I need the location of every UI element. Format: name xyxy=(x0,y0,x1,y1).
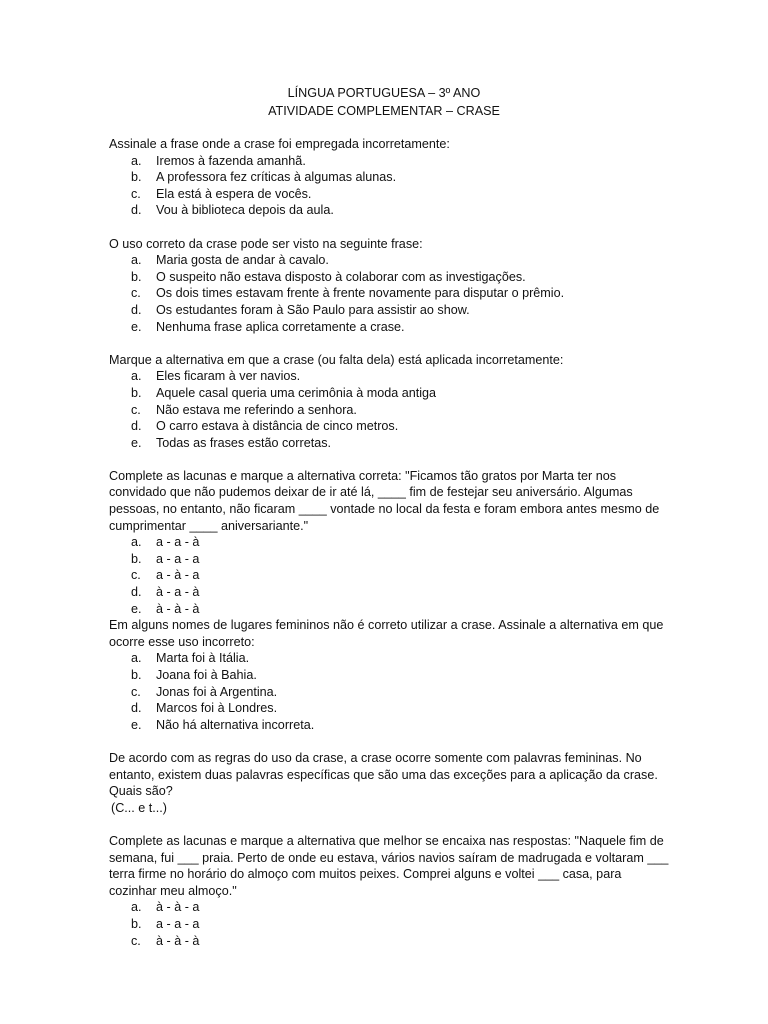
option-letter: a. xyxy=(131,535,142,550)
document-header xyxy=(0,84,768,120)
question-6 xyxy=(109,750,669,816)
option-list xyxy=(109,153,669,219)
option-text: à - à - a xyxy=(156,900,200,915)
question-4 xyxy=(109,468,669,617)
option-text: Todas as frases estão corretas. xyxy=(156,435,331,450)
option-b xyxy=(131,916,669,933)
option-letter: e. xyxy=(131,717,142,732)
option-e xyxy=(131,601,669,618)
option-letter: c. xyxy=(131,286,141,301)
option-letter: d. xyxy=(131,203,142,218)
option-letter: a. xyxy=(131,900,142,915)
questions-list xyxy=(109,136,669,966)
option-letter: a. xyxy=(131,153,142,168)
option-letter: b. xyxy=(131,668,142,682)
question-prompt: O uso correto da crase pode ser visto na seguinte frase: xyxy=(109,236,423,251)
option-letter: d. xyxy=(131,302,142,317)
option-c xyxy=(131,684,669,701)
option-letter: b. xyxy=(131,551,142,566)
option-d xyxy=(131,700,669,717)
option-text: Marta foi à Itália. xyxy=(156,651,250,666)
option-text: Os estudantes foram à São Paulo para assistir ao show. xyxy=(156,302,470,317)
option-text: Jonas foi à Argentina. xyxy=(156,684,278,699)
option-text: Nenhuma frase aplica corretamente a crase. xyxy=(156,319,405,334)
option-text: Vou à biblioteca depois da aula. xyxy=(156,203,334,218)
option-a xyxy=(131,252,669,269)
option-letter: d. xyxy=(131,419,142,434)
option-text: a - à - a xyxy=(156,568,200,583)
option-text: Não há alternativa incorreta. xyxy=(156,717,315,732)
option-letter: a. xyxy=(131,369,142,384)
option-d xyxy=(131,302,669,319)
option-letter: e. xyxy=(131,601,142,616)
option-letter: c. xyxy=(131,933,141,948)
option-text: Ela está à espera de vocês. xyxy=(156,186,312,201)
option-list xyxy=(109,534,669,617)
option-a xyxy=(131,650,669,667)
option-d xyxy=(131,202,669,219)
question-prompt: Complete as lacunas e marque a alternativa correta: "Ficamos tão gratos por Marta ter nos convidado que não pudemos deixar de ir até lá, ____ fim de festejar seu aniversário. Algumas pessoas, no entanto, não ficaram ____ vontade no local da festa e foram embora antes mesmo de cumprimentar ____ aniversariante." xyxy=(109,468,660,533)
option-b xyxy=(131,169,669,186)
question-hint: (C... e t...) xyxy=(111,800,167,815)
option-text: Iremos à fazenda amanhã. xyxy=(156,153,306,168)
option-text: à - à - à xyxy=(156,601,200,616)
option-a xyxy=(131,153,669,170)
option-letter: b. xyxy=(131,916,142,931)
option-b xyxy=(131,385,669,402)
option-c xyxy=(131,567,669,584)
option-letter: b. xyxy=(131,385,142,400)
question-1 xyxy=(109,136,669,219)
option-a xyxy=(131,368,669,385)
option-text: a - a - a xyxy=(156,551,200,566)
question-prompt: Em alguns nomes de lugares femininos não é correto utilizar a crase. Assinale a alternativa em que ocorre esse uso incorreto: xyxy=(109,618,664,649)
activity-title: ATIVIDADE COMPLEMENTAR – CRASE xyxy=(268,104,500,118)
option-list xyxy=(109,650,669,733)
option-c xyxy=(131,402,669,419)
option-list xyxy=(109,252,669,335)
option-text: Aquele casal queria uma cerimônia à moda antiga xyxy=(156,385,437,400)
option-letter: c. xyxy=(131,186,141,201)
question-prompt: De acordo com as regras do uso da crase, a crase ocorre somente com palavras femininas. No entanto, existem duas palavras específicas que são uma das exceções para a aplicação da crase. Quais são? xyxy=(109,750,658,799)
subject-title: LÍNGUA PORTUGUESA – 3º ANO xyxy=(287,86,481,100)
option-d xyxy=(131,584,669,601)
option-b xyxy=(131,269,669,286)
option-text: A professora fez críticas à algumas alunas. xyxy=(156,170,397,185)
option-text: a - a - a xyxy=(156,916,200,931)
option-text: Não estava me referindo a senhora. xyxy=(156,402,357,417)
question-prompt: Marque a alternativa em que a crase (ou falta dela) está aplicada incorretamente: xyxy=(109,352,564,367)
option-letter: a. xyxy=(131,651,142,666)
option-text: a - a - à xyxy=(156,535,200,550)
option-c xyxy=(131,186,669,203)
option-c xyxy=(131,933,669,950)
question-5 xyxy=(109,617,669,733)
option-letter: c. xyxy=(131,684,141,699)
option-text: à - à - à xyxy=(156,933,200,948)
option-list xyxy=(109,368,669,451)
option-text: O carro estava à distância de cinco metros. xyxy=(156,419,399,434)
option-text: O suspeito não estava disposto à colaborar com as investigações. xyxy=(156,269,526,284)
option-text: Marcos foi à Londres. xyxy=(156,701,278,716)
option-list xyxy=(109,899,669,949)
option-letter: b. xyxy=(131,269,142,284)
option-e xyxy=(131,319,669,336)
option-b xyxy=(131,551,669,568)
option-text: Joana foi à Bahia. xyxy=(156,668,257,682)
option-e xyxy=(131,435,669,452)
option-letter: b. xyxy=(131,170,142,185)
question-prompt: Complete as lacunas e marque a alternativa que melhor se encaixa nas respostas: "Naquele fim de semana, fui ___ praia. Perto de onde eu estava, vários navios saíram de madrugada e voltaram ___ terra firme no horário do almoço com muitos peixes. Comprei alguns e voltei ___ casa, para cozinhar meu almoço." xyxy=(109,833,669,898)
option-letter: a. xyxy=(131,253,142,268)
option-letter: c. xyxy=(131,568,141,583)
option-letter: e. xyxy=(131,319,142,334)
option-text: Maria gosta de andar à cavalo. xyxy=(156,253,329,268)
option-a xyxy=(131,534,669,551)
option-e xyxy=(131,717,669,734)
option-letter: e. xyxy=(131,435,142,450)
option-d xyxy=(131,418,669,435)
option-c xyxy=(131,285,669,302)
option-text: Os dois times estavam frente à frente novamente para disputar o prêmio. xyxy=(156,286,565,301)
option-a xyxy=(131,899,669,916)
question-7 xyxy=(109,833,669,949)
option-text: à - a - à xyxy=(156,585,200,600)
question-2 xyxy=(109,236,669,336)
option-b xyxy=(131,667,669,684)
option-letter: d. xyxy=(131,585,142,600)
option-text: Eles ficaram à ver navios. xyxy=(156,369,301,384)
question-prompt: Assinale a frase onde a crase foi empregada incorretamente: xyxy=(109,137,450,151)
question-3 xyxy=(109,352,669,452)
option-letter: c. xyxy=(131,402,141,417)
option-letter: d. xyxy=(131,701,142,716)
